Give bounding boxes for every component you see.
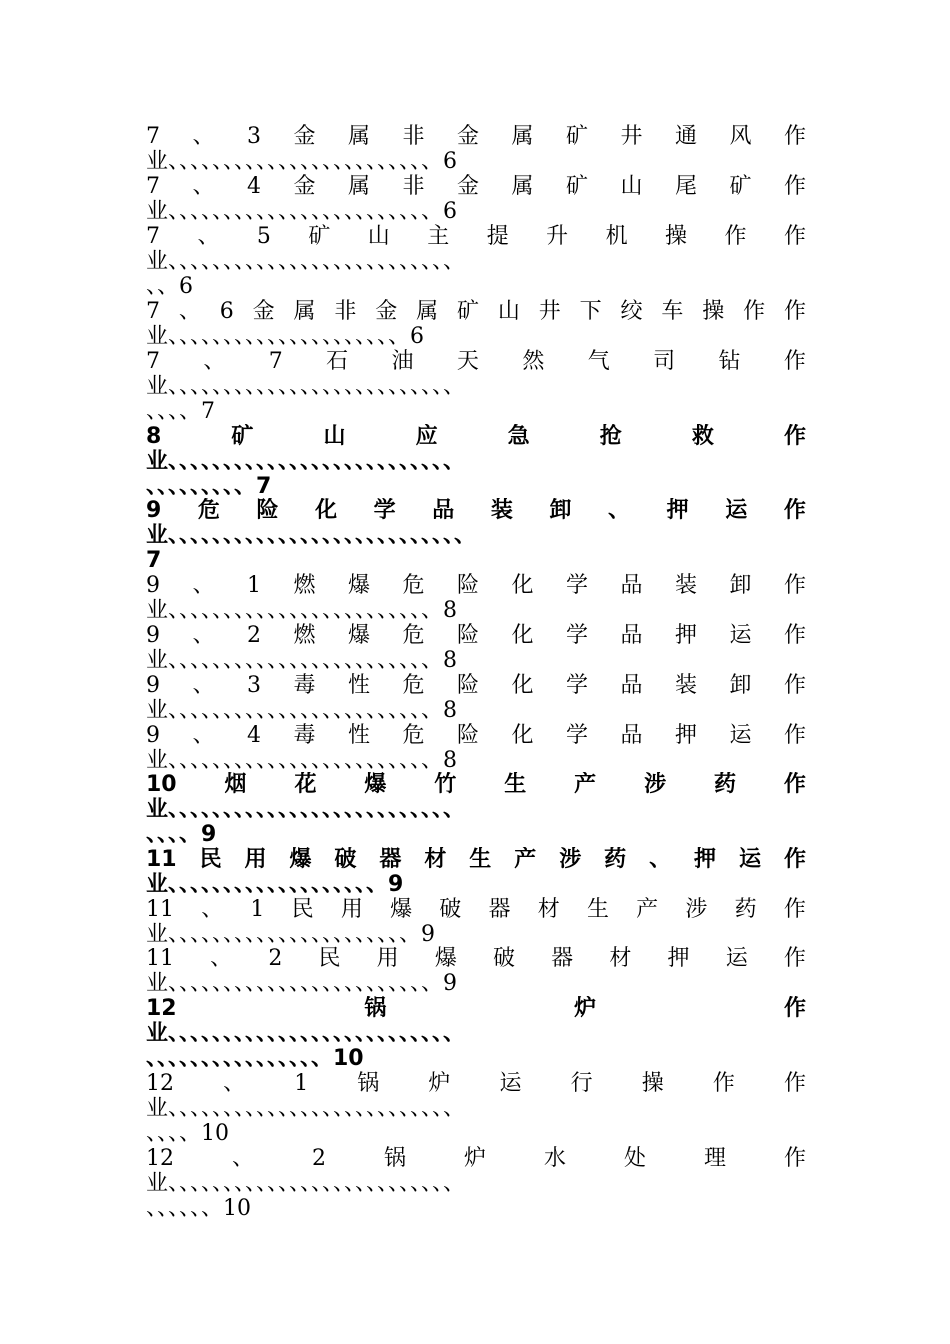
toc-entry-heading: 8 矿 山 应 急 抢 救 作 xyxy=(146,424,806,449)
toc-entry-heading: 12 、 2 锅 炉 水 处 理 作 xyxy=(146,1146,806,1171)
toc-entry-heading: 7 、 5 矿 山 主 提 升 机 操 作 作 xyxy=(146,224,806,249)
toc-entry-heading: 9 、 1 燃 爆 危 险 化 学 品 装 卸 作 xyxy=(146,573,806,598)
toc-entry-leader: 业、、、、、、、、、、、、、、、、、、、、、、、、、、 xyxy=(146,449,466,474)
toc-entry-heading: 7 、 3 金 属 非 金 属 矿 井 通 风 作 xyxy=(146,124,806,149)
toc-entry-heading: 11 、 2 民 用 爆 破 器 材 押 运 作 xyxy=(146,946,806,971)
toc-entry-leader: 业、、、、、、、、、、、、、、、、、、、、、6 xyxy=(146,324,424,349)
toc-entry-leader-continued: 7 xyxy=(146,548,162,573)
toc-entry-leader-continued: 、、、、9 xyxy=(146,822,217,847)
toc-entry-leader: 业、、、、、、、、、、、、、、、、、、、、、、、、、、 xyxy=(146,1171,466,1196)
toc-entry-leader: 业、、、、、、、、、、、、、、、、、、、、、、、、、、、 xyxy=(146,523,477,548)
toc-entry-leader: 业、、、、、、、、、、、、、、、、、、、9 xyxy=(146,872,404,897)
toc-entry-heading: 7 、 4 金 属 非 金 属 矿 山 尾 矿 作 xyxy=(146,174,806,199)
toc-entry-leader-continued: 、、、、、、、、、、、、、、、、10 xyxy=(146,1046,364,1071)
toc-entry-leader-continued: 、、、、、、10 xyxy=(146,1196,251,1221)
toc-entry-leader: 业、、、、、、、、、、、、、、、、、、、、、、、、、、 xyxy=(146,249,466,274)
toc-entry-heading: 12 、 1 锅 炉 运 行 操 作 作 xyxy=(146,1071,806,1096)
toc-entry-leader: 业、、、、、、、、、、、、、、、、、、、、、、9 xyxy=(146,922,435,947)
toc-entry-leader: 业、、、、、、、、、、、、、、、、、、、、、、、、6 xyxy=(146,149,457,174)
toc-entry-leader-continued: 、、、、7 xyxy=(146,399,215,424)
toc-entry-heading: 7 、 7 石 油 天 然 气 司 钻 作 xyxy=(146,349,806,374)
toc-entry-heading: 9 危 险 化 学 品 装 卸 、 押 运 作 xyxy=(146,498,806,523)
toc-entry-leader: 业、、、、、、、、、、、、、、、、、、、、、、、、8 xyxy=(146,748,457,773)
toc-entry-leader: 业、、、、、、、、、、、、、、、、、、、、、、、、9 xyxy=(146,971,457,996)
toc-entry-leader: 业、、、、、、、、、、、、、、、、、、、、、、、、8 xyxy=(146,598,457,623)
toc-entry-heading: 9 、 2 燃 爆 危 险 化 学 品 押 运 作 xyxy=(146,623,806,648)
toc-entry-leader-continued: 、、、、、、、、、7 xyxy=(146,474,272,499)
toc-entry-heading: 10 烟 花 爆 竹 生 产 涉 药 作 xyxy=(146,772,806,797)
toc-entry-leader: 业、、、、、、、、、、、、、、、、、、、、、、、、、、 xyxy=(146,1096,466,1121)
toc-entry-leader-continued: 、、6 xyxy=(146,274,193,299)
toc-entry-heading: 9 、 3 毒 性 危 险 化 学 品 装 卸 作 xyxy=(146,673,806,698)
toc-entry-heading: 11 、 1 民 用 爆 破 器 材 生 产 涉 药 作 xyxy=(146,897,806,922)
toc-entry-leader: 业、、、、、、、、、、、、、、、、、、、、、、、、、、 xyxy=(146,1021,466,1046)
toc-entry-heading: 11 民 用 爆 破 器 材 生 产 涉 药 、 押 运 作 xyxy=(146,847,806,872)
toc-entry-heading: 9 、 4 毒 性 危 险 化 学 品 押 运 作 xyxy=(146,723,806,748)
toc-entry-leader: 业、、、、、、、、、、、、、、、、、、、、、、、、8 xyxy=(146,648,457,673)
toc-entry-leader: 业、、、、、、、、、、、、、、、、、、、、、、、、、、 xyxy=(146,797,466,822)
toc-entry-heading: 12 锅 炉 作 xyxy=(146,996,806,1021)
toc-entry-leader-continued: 、、、、10 xyxy=(146,1121,229,1146)
toc-entry-leader: 业、、、、、、、、、、、、、、、、、、、、、、、、、、 xyxy=(146,374,466,399)
toc-entry-leader: 业、、、、、、、、、、、、、、、、、、、、、、、、6 xyxy=(146,199,457,224)
toc-entry-leader: 业、、、、、、、、、、、、、、、、、、、、、、、、8 xyxy=(146,698,457,723)
toc-entry-heading: 7 、 6 金 属 非 金 属 矿 山 井 下 绞 车 操 作 作 xyxy=(146,299,806,324)
